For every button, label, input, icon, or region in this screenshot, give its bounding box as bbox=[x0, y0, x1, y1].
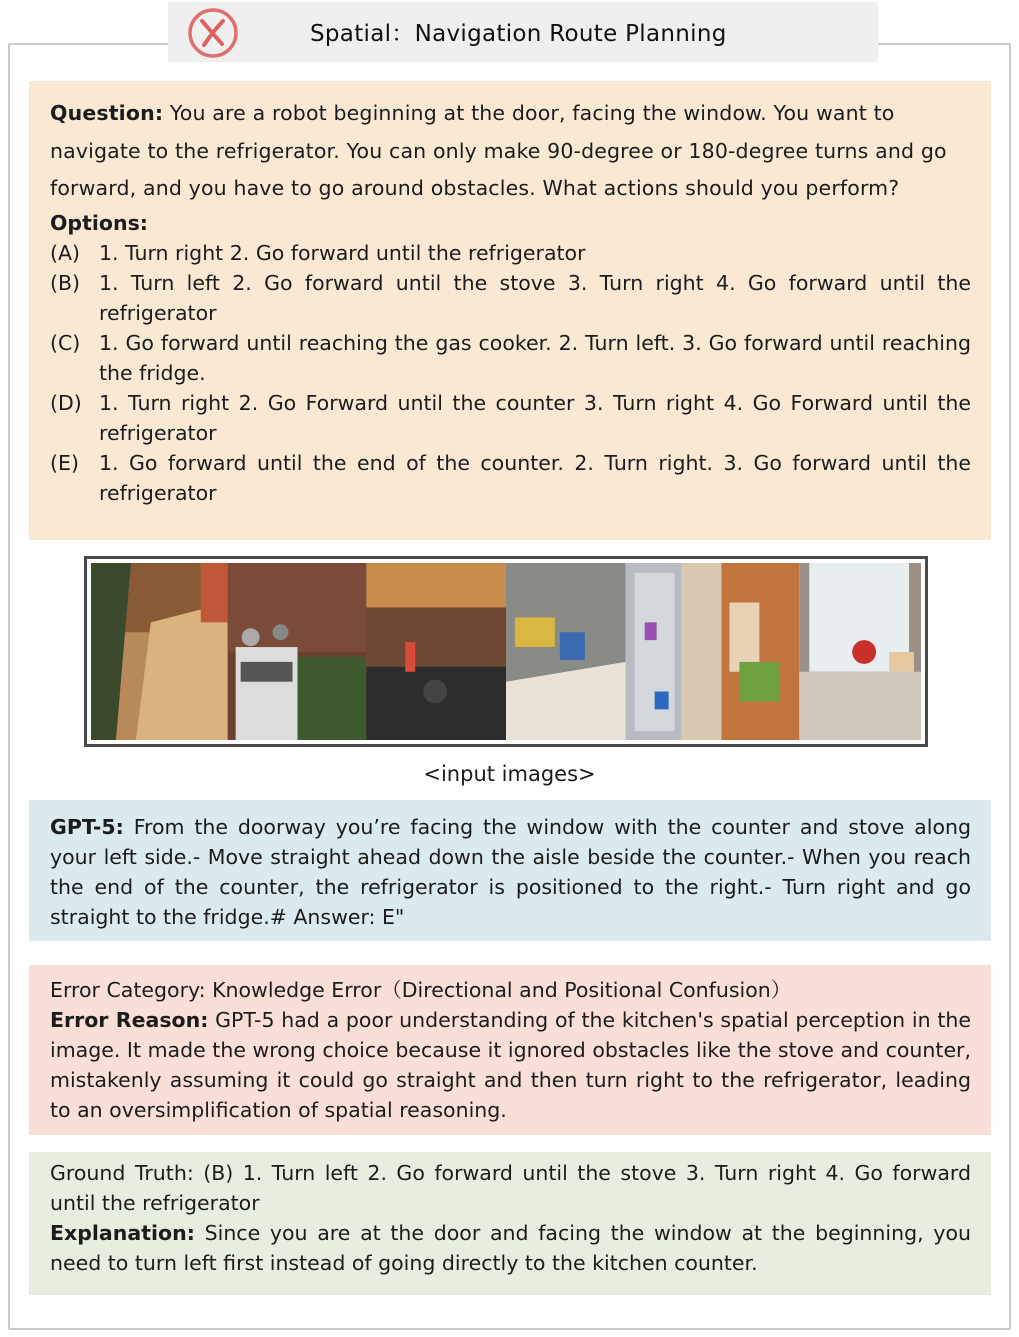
option-letter: (E) bbox=[50, 450, 79, 475]
error-category bbox=[50, 975, 971, 1005]
option-letter: (A) bbox=[50, 240, 81, 265]
explanation-label: Explanation: bbox=[50, 1221, 195, 1245]
option-b bbox=[50, 268, 971, 328]
question-text bbox=[50, 95, 971, 208]
option-letter: (D) bbox=[50, 390, 82, 415]
option-c bbox=[50, 328, 971, 388]
model-answer-panel bbox=[29, 800, 991, 941]
x-mark-icon bbox=[186, 6, 240, 60]
option-text: 1. Turn right 2. Go Forward until the counter 3. Turn right 4. Go Forward until the refrigerator bbox=[99, 390, 971, 445]
model-answer-text: From the doorway you’re facing the window with the counter and stove along your left side.- Move straight ahead down the aisle beside the counter.- When you reach the end of the counter, the refrigerator is positioned to the right.- Turn right and go straight to the fridge.# Answer: E" bbox=[50, 815, 971, 929]
explanation-text: Since you are at the door and facing the window at the beginning, you need to turn left first instead of going directly to the kitchen counter. bbox=[50, 1221, 971, 1275]
explanation bbox=[50, 1218, 971, 1278]
option-letter: (B) bbox=[50, 270, 81, 295]
images-caption: <input images> bbox=[423, 762, 596, 786]
option-text: 1. Go forward until reaching the gas cooker. 2. Turn left. 3. Go forward until reaching the fridge. bbox=[99, 330, 971, 385]
option-e bbox=[50, 448, 971, 508]
page-title: Spatial：Navigation Route Planning bbox=[310, 21, 727, 47]
error-reason-label: Error Reason: bbox=[50, 1008, 209, 1032]
kitchen-panorama-image bbox=[91, 563, 921, 740]
ground-truth-label: Ground Truth: bbox=[50, 1161, 194, 1185]
option-letter: (C) bbox=[50, 330, 81, 355]
ground-truth-panel bbox=[29, 1152, 991, 1295]
question-label: Question: bbox=[50, 101, 164, 125]
error-reason bbox=[50, 1005, 971, 1125]
question-panel bbox=[29, 81, 991, 540]
ground-truth bbox=[50, 1158, 971, 1218]
option-a bbox=[50, 238, 971, 268]
option-d bbox=[50, 388, 971, 448]
question-body: You are a robot beginning at the door, facing the window. You want to navigate to the refrigerator. You can only make 90-degree or 180-degree turns and go forward, and you have to go around obstacles. What actions should you perform? bbox=[50, 101, 947, 200]
input-images-panel bbox=[84, 556, 928, 747]
model-label: GPT-5: bbox=[50, 815, 124, 839]
option-text: 1. Turn left 2. Go forward until the stove 3. Turn right 4. Go forward until the refrigerator bbox=[99, 270, 971, 325]
error-reason-text: GPT-5 had a poor understanding of the kitchen's spatial perception in the image. It made the wrong choice because it ignored obstacles like the stove and counter, mistakenly assuming it could go straight and then turn right to the refrigerator, leading to an oversimplification of spatial reasoning. bbox=[50, 1008, 972, 1122]
ground-truth-answer: (B) 1. Turn left 2. Go forward until the stove 3. Turn right 4. Go forward until the refrigerator bbox=[50, 1161, 971, 1215]
option-text: 1. Go forward until the end of the counter. 2. Turn right. 3. Go forward until the refrigerator bbox=[99, 450, 971, 505]
options-label: Options: bbox=[50, 210, 149, 235]
option-text: 1. Turn right 2. Go forward until the refrigerator bbox=[99, 240, 586, 265]
error-panel bbox=[29, 965, 991, 1135]
error-category-label: Error Category: bbox=[50, 978, 206, 1002]
error-category-value: Knowledge Error（Directional and Positional Confusion） bbox=[212, 978, 792, 1002]
